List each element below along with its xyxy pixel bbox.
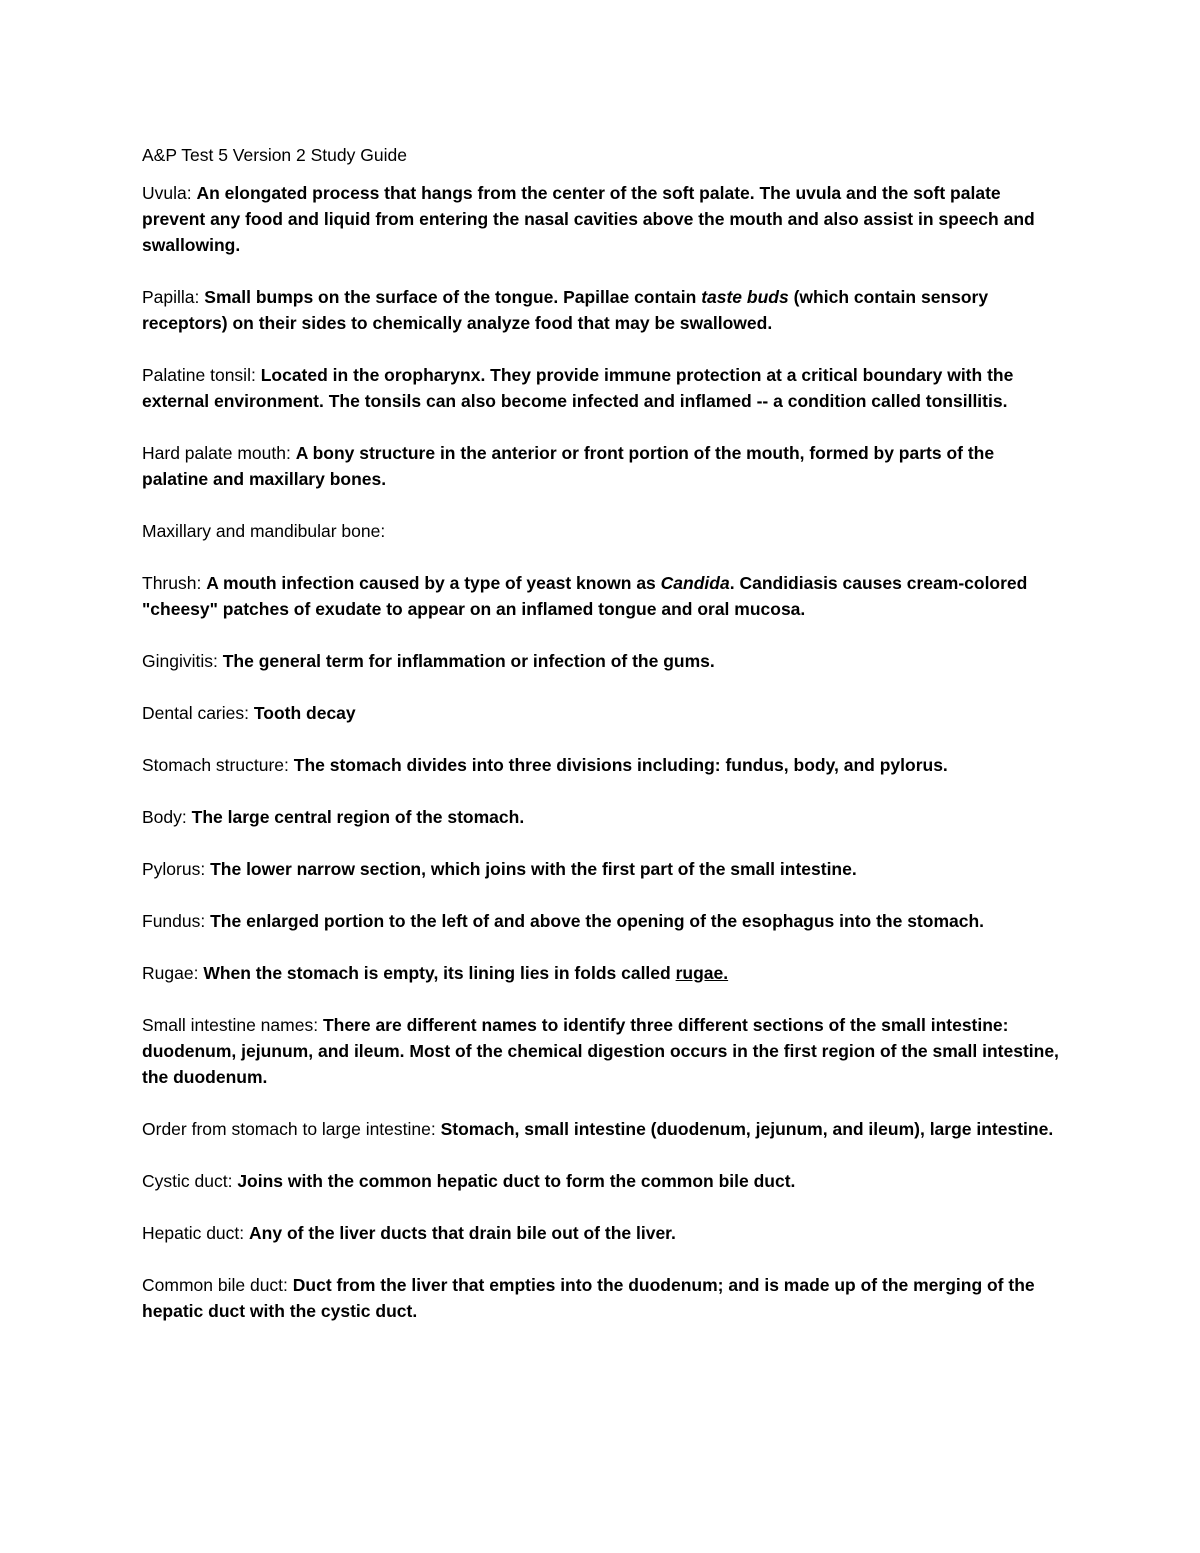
entry-definition: Joins with the common hepatic duct to form the common bile duct. <box>237 1171 796 1191</box>
entry-gingivitis <box>142 648 1062 674</box>
entry-definition: Duct from the liver that empties into the duodenum; and is made up of the merging of the hepatic duct with the cystic duct. <box>142 1275 1035 1321</box>
entry-term: Rugae: <box>142 963 199 983</box>
entry-small-intestine-names <box>142 1012 1062 1090</box>
entry-fundus <box>142 908 1062 934</box>
entry-term: Gingivitis: <box>142 651 218 671</box>
entry-hepatic-duct <box>142 1220 1062 1246</box>
entry-term: Common bile duct: <box>142 1275 288 1295</box>
definition-part: A mouth infection caused by a type of yeast known as <box>206 573 656 593</box>
entry-definition: There are different names to identify three different sections of the small intestine: duodenum, jejunum, and ileum. Most of the chemical digestion occurs in the first region of the small intestine, the duodenum. <box>142 1015 1059 1087</box>
entry-stomach-structure <box>142 752 1062 778</box>
entry-thrush <box>142 570 1062 622</box>
entry-body <box>142 804 1062 830</box>
definition-underlined: rugae. <box>675 963 729 983</box>
entry-definition: The lower narrow section, which joins with the first part of the small intestine. <box>210 859 857 879</box>
entry-common-bile-duct <box>142 1272 1062 1324</box>
entry-definition: A bony structure in the anterior or front portion of the mouth, formed by parts of the palatine and maxillary bones. <box>142 443 995 489</box>
entry-cystic-duct <box>142 1168 1062 1194</box>
entry-uvula <box>142 180 1062 258</box>
definition-part: . Candidiasis causes cream-colored "cheesy" patches of exudate to appear on an inflamed tongue and oral mucosa. <box>142 573 1028 619</box>
entry-pylorus <box>142 856 1062 882</box>
entry-definition: Any of the liver ducts that drain bile out of the liver. <box>249 1223 676 1243</box>
entry-term: Small intestine names: <box>142 1015 319 1035</box>
entry-definition <box>203 963 728 983</box>
entry-term: Pylorus: <box>142 859 206 879</box>
entry-rugae <box>142 960 1062 986</box>
entry-definition: Stomach, small intestine (duodenum, jejunum, and ileum), large intestine. <box>440 1119 1054 1139</box>
entry-definition <box>142 287 988 333</box>
entry-term: Body: <box>142 807 187 827</box>
entry-order-stomach-large-intestine <box>142 1116 1062 1142</box>
entry-definition: Located in the oropharynx. They provide immune protection at a critical boundary with the external environment. The tonsils can also become infected and inflamed -- a condition called tonsillitis. <box>142 365 1014 411</box>
entry-term: Order from stomach to large intestine: <box>142 1119 436 1139</box>
document-title: A&P Test 5 Version 2 Study Guide <box>142 145 407 165</box>
entry-maxillary-mandibular <box>142 518 1062 544</box>
entry-term: Dental caries: <box>142 703 249 723</box>
document-page <box>142 142 1062 1350</box>
entry-definition: The general term for inflammation or infection of the gums. <box>222 651 715 671</box>
definition-italic: taste buds <box>701 287 789 307</box>
entry-definition: Tooth decay <box>253 703 356 723</box>
entry-papilla <box>142 284 1062 336</box>
entry-term: Hard palate mouth: <box>142 443 291 463</box>
entry-definition: The enlarged portion to the left of and above the opening of the esophagus into the stomach. <box>210 911 985 931</box>
entry-definition: The stomach divides into three divisions including: fundus, body, and pylorus. <box>293 755 948 775</box>
entry-definition: An elongated process that hangs from the center of the soft palate. The uvula and the soft palate prevent any food and liquid from entering the nasal cavities above the mouth and also assist in speech and swallowing. <box>142 183 1035 255</box>
entry-term: Hepatic duct: <box>142 1223 245 1243</box>
entry-term: Papilla: <box>142 287 200 307</box>
entry-term: Thrush: <box>142 573 202 593</box>
entry-term: Fundus: <box>142 911 206 931</box>
entry-palatine-tonsil <box>142 362 1062 414</box>
entry-dental-caries <box>142 700 1062 726</box>
entry-hard-palate <box>142 440 1062 492</box>
entry-term: Stomach structure: <box>142 755 289 775</box>
definition-part: Small bumps on the surface of the tongue. Papillae contain <box>204 287 697 307</box>
entry-term: Uvula: <box>142 183 192 203</box>
definition-italic: Candida <box>660 573 730 593</box>
entry-term: Maxillary and mandibular bone: <box>142 521 386 541</box>
definition-part: When the stomach is empty, its lining lies in folds called <box>203 963 671 983</box>
entry-term: Cystic duct: <box>142 1171 233 1191</box>
entry-definition: The large central region of the stomach. <box>191 807 525 827</box>
entry-definition <box>142 573 1027 619</box>
definition-part: (which contain sensory receptors) on their sides to chemically analyze food that may be swallowed. <box>142 287 989 333</box>
entry-term: Palatine tonsil: <box>142 365 256 385</box>
